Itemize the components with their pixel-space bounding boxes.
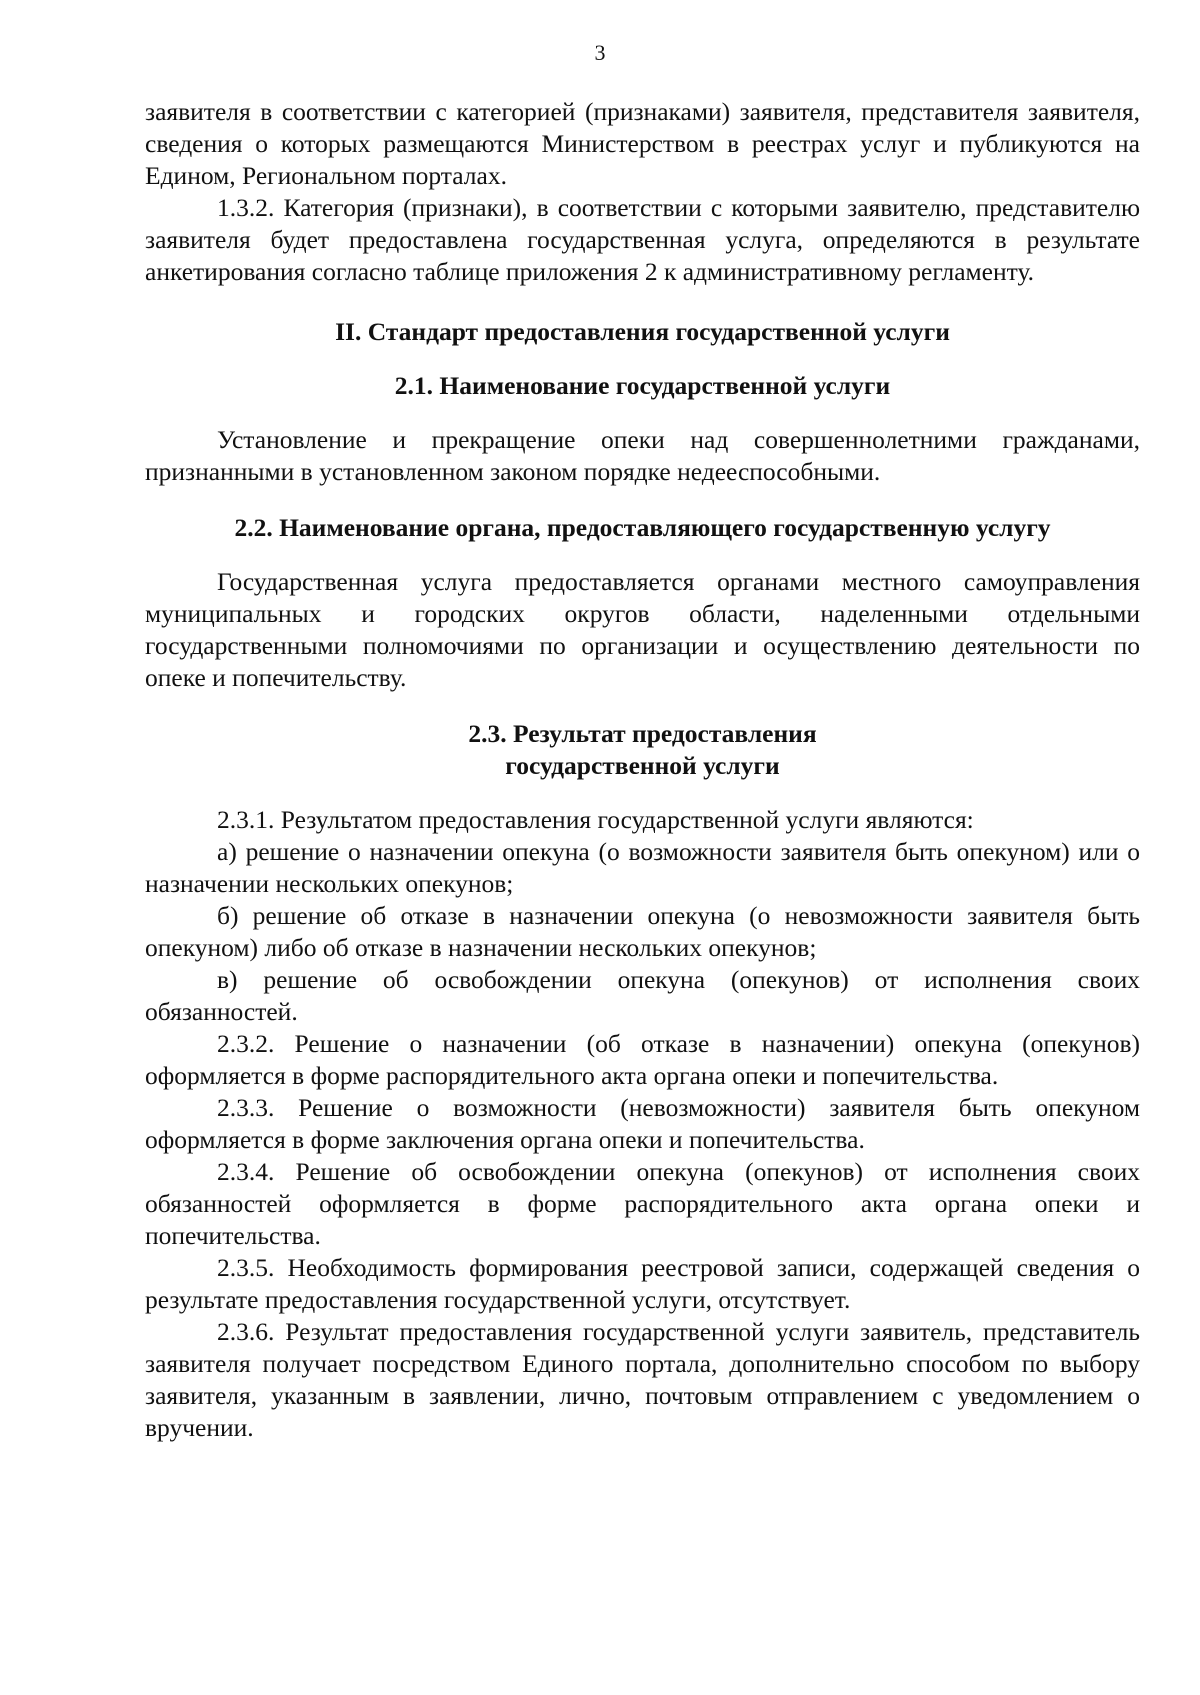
page-number: 3 (594, 40, 606, 65)
paragraph-2-3-2: 2.3.2. Решение о назначении (об отказе в назначении) опекуна (опекунов) оформляется в форме распорядительного акта органа опеки и попечительства. (145, 1029, 1140, 1090)
paragraph-2-3-4: 2.3.4. Решение об освобождении опекуна (опекунов) от исполнения своих обязанностей оформляется в форме распорядительного акта органа опеки и попечительства. (145, 1157, 1140, 1250)
list-item-v: в) решение об освобождении опекуна (опекунов) от исполнения своих обязанностей. (145, 965, 1140, 1026)
paragraph-2-1-text: Установление и прекращение опеки над совершеннолетними гражданами, признанными в установленном законом порядке недееспособными. (145, 425, 1140, 486)
paragraph-2-3-1: 2.3.1. Результатом предоставления государственной услуги являются: (217, 805, 974, 834)
paragraph-1-3-2: 1.3.2. Категория (признаки), в соответствии с которыми заявителю, представителю заявителя будет предоставлена государственная услуга, определяются в результате анкетирования согласно таблице приложения 2 к административному регламенту. (145, 193, 1140, 286)
heading-2-3-line-1: 2.3. Результат предоставления (468, 719, 817, 748)
paragraph-2-3-3: 2.3.3. Решение о возможности (невозможности) заявителя быть опекуном оформляется в форме заключения органа опеки и попечительства. (145, 1093, 1140, 1154)
paragraph-2-3-6: 2.3.6. Результат предоставления государственной услуги заявитель, представитель заявителя получает посредством Единого портала, дополнительно способом по выбору заявителя, указанным в заявлении, лично, почтовым отправлением с уведомлением о вручении. (145, 1317, 1140, 1442)
list-item-b: б) решение об отказе в назначении опекуна (о невозможности заявителя быть опекуном) либо об отказе в назначении нескольких опекунов; (145, 901, 1140, 962)
paragraph-2-3-5: 2.3.5. Необходимость формирования реестровой записи, содержащей сведения о результате предоставления государственной услуги, отсутствует. (145, 1253, 1140, 1314)
section-title-standard: II. Стандарт предоставления государственной услуги (335, 317, 950, 346)
list-item-a: а) решение о назначении опекуна (о возможности заявителя быть опекуном) или о назначении нескольких опекунов; (145, 837, 1140, 898)
paragraph-2-2-text: Государственная услуга предоставляется органами местного самоуправления муниципальных и городских округов области, наделенными отдельными государственными полномочиями по организации и осуществлению деятельности по опеке и попечительству. (145, 567, 1140, 692)
heading-2-2: 2.2. Наименование органа, предоставляющего государственную услугу (234, 513, 1051, 542)
intro-paragraph-continuation: заявителя в соответствии с категорией (признаками) заявителя, представителя заявителя, сведения о которых размещаются Министерством в реестрах услуг и публикуются на Едином, Региональном порталах. (145, 97, 1140, 190)
heading-2-1: 2.1. Наименование государственной услуги (394, 371, 891, 400)
heading-2-3-line-2: государственной услуги (505, 751, 780, 780)
document-body (145, 96, 1140, 1444)
